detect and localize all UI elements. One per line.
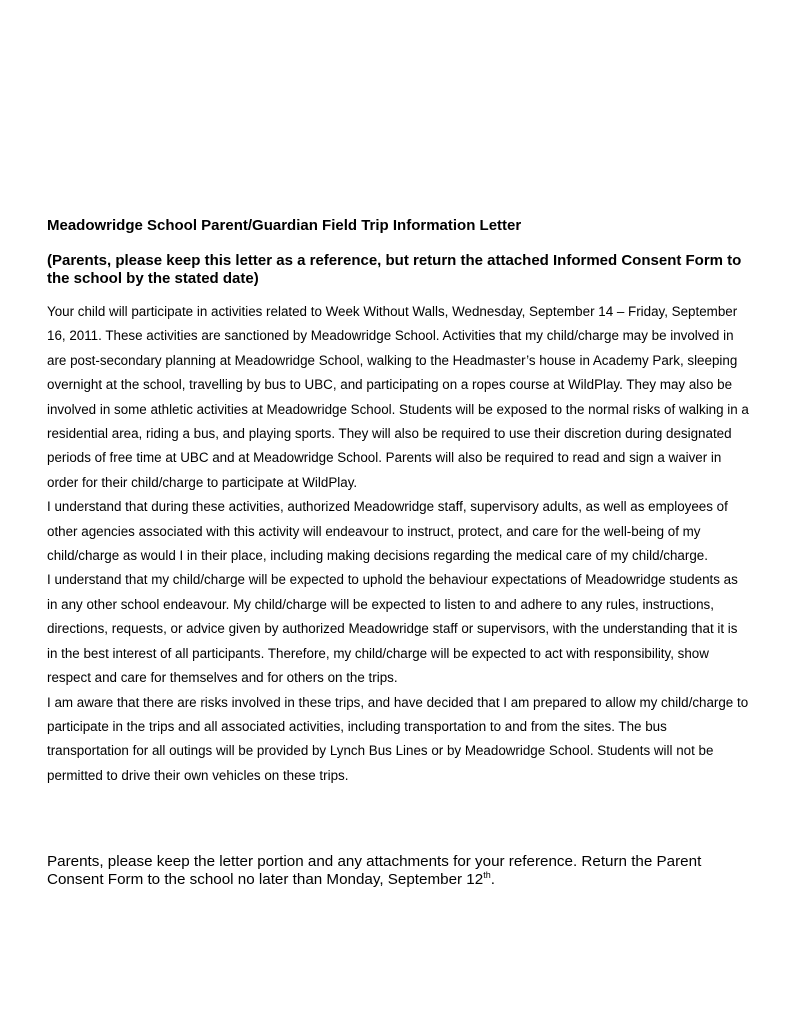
closing-text: Parents, please keep the letter portion and any attachments for your reference. Return the Parent Consent Form to the school no later than Monday, September 12	[47, 853, 702, 888]
paragraph-risks: I am aware that there are risks involved in these trips, and have decided that I am prepared to allow my child/charge to participate in the trips and all associated activities, including transportation to and from the sites. The bus transportation for all outings will be provided by Lynch Bus Lines or by Meadowridge School. Students will not be permitted to drive their own vehicles on these trips.	[47, 694, 749, 783]
closing-ordinal-suffix: th	[483, 869, 491, 880]
letter-subtitle: (Parents, please keep this letter as a reference, but return the attached Informed Consent Form to the school by the stated date)	[47, 252, 742, 287]
letter-body	[47, 300, 751, 788]
paragraph-activities: Your child will participate in activities related to Week Without Walls, Wednesday, September 14 – Friday, September 16, 2011. These activities are sanctioned by Meadowridge School. Activities that my child/charge may be involved in are post-secondary planning at Meadowridge School, walking to the Headmaster’s house in Academy Park, sleeping overnight at the school, travelling by bus to UBC, and participating on a ropes course at WildPlay. They may also be involved in some athletic activities at Meadowridge School. Students will be exposed to the normal risks of walking in a residential area, riding a bus, and playing sports. They will also be required to use their discretion during designated periods of free time at UBC and at Meadowridge School. Parents will also be required to read and sign a waiver in order for their child/charge to participate at WildPlay.	[47, 304, 749, 490]
letter-title: Meadowridge School Parent/Guardian Field Trip Information Letter	[47, 217, 522, 234]
closing-period: .	[490, 871, 495, 888]
paragraph-supervision: I understand that during these activities, authorized Meadowridge staff, supervisory adults, as well as employees of other agencies associated with this activity will endeavour to instruct, protect, and care for the well-being of my child/charge as would I in their place, including making decisions regarding the medical care of my child/charge.	[47, 499, 728, 564]
paragraph-behaviour: I understand that my child/charge will be expected to uphold the behaviour expectations of Meadowridge students as in any other school endeavour. My child/charge will be expected to listen to and adhere to any rules, instructions, directions, requests, or advice given by authorized Meadowridge staff or supervisors, with the understanding that it is in the best interest of all participants. Therefore, my child/charge will be expected to act with responsibility, show respect and care for themselves and for others on the trips.	[47, 572, 738, 686]
closing-note	[47, 853, 747, 889]
